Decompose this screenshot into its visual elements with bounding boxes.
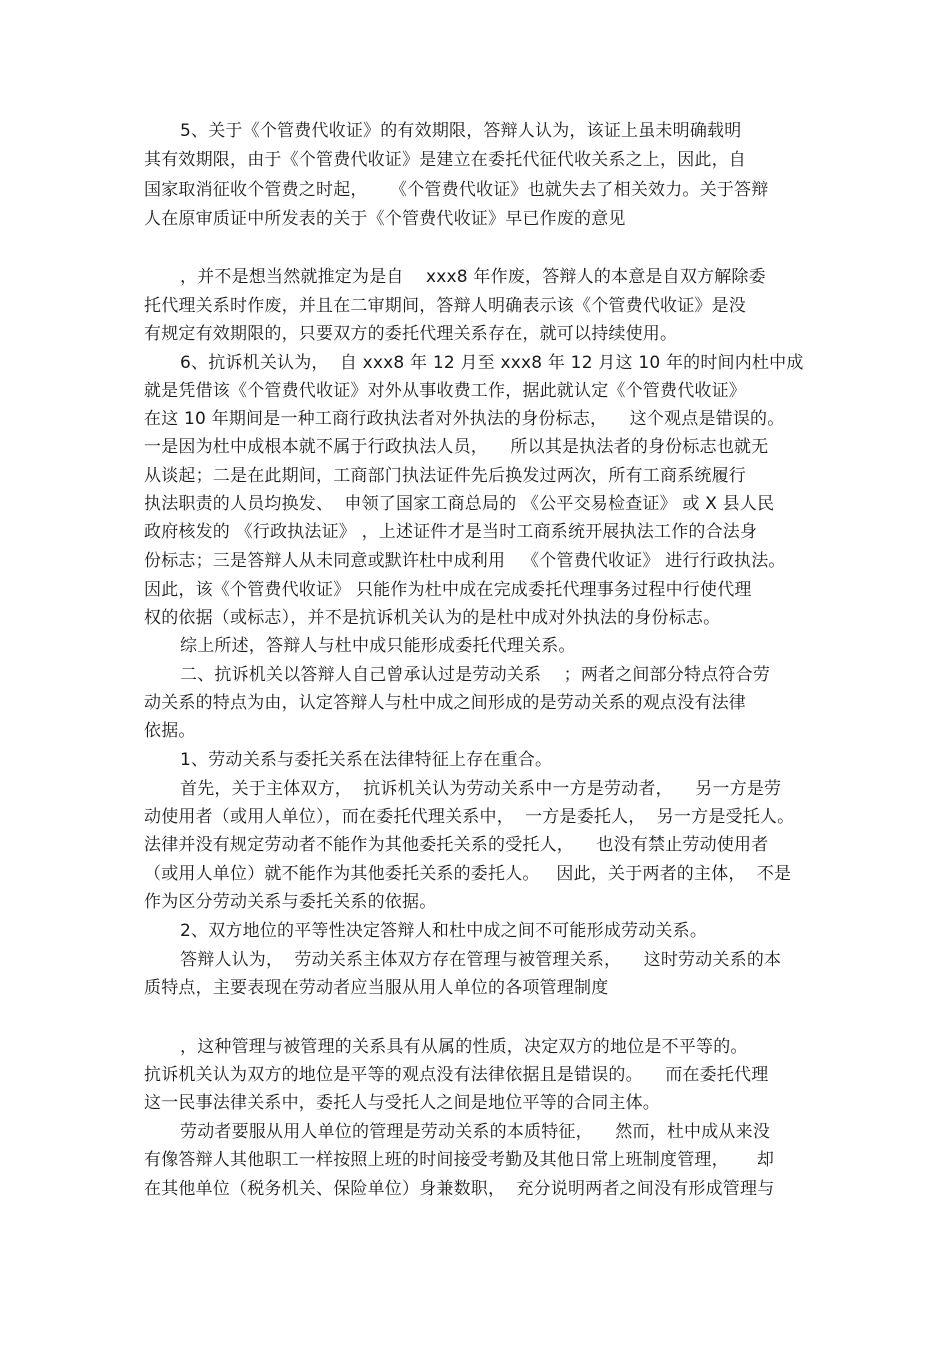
text-line: 国家取消征收个管费之时起， 《个管费代收证》也就失去了相关效力。关于答辩 (144, 180, 769, 200)
text-line: ，并不是想当然就推定为是自 xxx8 年作废，答辩人的本意是自双方解除委 (180, 267, 766, 287)
text-line: 动使用者（或用人单位），而在委托代理关系中， 一方是委托人， 另一方是受托人。 (144, 807, 795, 827)
text-line: 5、关于《个管费代收证》的有效期限，答辩人认为，该证上虽未明确载明 (180, 121, 742, 141)
text-line: 人在原审质证中所发表的关于《个管费代收证》早已作废的意见 (144, 209, 626, 229)
text-line: 一是因为杜中成根本就不属于行政执法人员， 所以其是执法者的身份标志也就无 (144, 437, 769, 457)
text-line: 份标志；三是答辩人从未同意或默许杜中成利用 《个管费代收证》 进行行政执法。 (144, 551, 786, 571)
text-line: 二、抗诉机关以答辩人自己曾承认过是劳动关系 ；两者之间部分特点符合劳 (180, 665, 771, 685)
text-line: 因此，该《个管费代收证》 只能作为杜中成在完成委托代理事务过程中行使代理 (144, 580, 752, 600)
text-line: 执法职责的人员均换发、 申领了国家工商总局的 《公平交易检查证》 或 X 县人民 (144, 494, 775, 514)
text-line: 2、双方地位的平等性决定答辩人和杜中成之间不可能形成劳动关系。 (180, 921, 708, 941)
text-line: 有像答辩人其他职工一样按照上班的时间接受考勤及其他日常上班制度管理， 却 (144, 1150, 775, 1170)
text-line: 劳动者要服从用人单位的管理是劳动关系的本质特征， 然而，杜中成从来没 (180, 1122, 771, 1142)
text-line: 托代理关系时作废，并且在二审期间，答辩人明确表示该《个管费代收证》是没 (144, 296, 746, 316)
text-line: 政府核发的 《行政执法证》 ，上述证件才是当时工商系统开展执法工作的合法身 (144, 522, 758, 542)
text-line: 在其他单位（税务机关、保险单位）身兼数职， 充分说明两者之间没有形成管理与 (144, 1179, 775, 1199)
text-line: 抗诉机关认为双方的地位是平等的观点没有法律依据且是错误的。 而在委托代理 (144, 1065, 769, 1085)
text-line: 作为区分劳动关系与委托关系的依据。 (144, 892, 437, 912)
text-line: 答辩人认为， 劳动关系主体双方存在管理与被管理关系， 这时劳动关系的本 (180, 950, 782, 970)
text-line: ，这种管理与被管理的关系具有从属的性质，决定双方的地位是不平等的。 (180, 1037, 748, 1057)
text-line: 质特点，主要表现在劳动者应当服从用人单位的各项管理制度 (144, 978, 609, 998)
text-line: 动关系的特点为由，认定答辩人与杜中成之间形成的是劳动关系的观点没有法律 (144, 693, 746, 713)
text-line: 其有效期限，由于《个管费代收证》是建立在委托代征代收关系之上，因此，自 (144, 150, 746, 170)
text-line: 6、抗诉机关认为， 自 xxx8 年 12 月至 xxx8 年 12 月这 10 年的时间内杜中成 (180, 353, 804, 373)
text-line: 1、劳动关系与委托关系在法律特征上存在重合。 (180, 750, 553, 770)
text-line: 就是凭借该《个管费代收证》对外从事收费工作，据此就认定《个管费代收证》 (144, 381, 746, 401)
text-line: （或用人单位）就不能作为其他委托关系的委托人。 因此，关于两者的主体， 不是 (144, 864, 792, 884)
text-line: 这一民事法律关系中，委托人与受托人之间是地位平等的合同主体。 (144, 1093, 660, 1113)
text-line: 从谈起；二是在此期间，工商部门执法证件先后换发过两次，所有工商系统履行 (144, 466, 746, 486)
text-line: 综上所述，答辩人与杜中成只能形成委托代理关系。 (180, 636, 576, 656)
text-line: 有规定有效期限的，只要双方的委托代理关系存在，就可以持续使用。 (144, 324, 678, 344)
text-line: 首先，关于主体双方， 抗诉机关认为劳动关系中一方是劳动者， 另一方是劳 (180, 779, 782, 799)
text-line: 法律并没有规定劳动者不能作为其他委托关系的受托人， 也没有禁止劳动使用者 (144, 835, 769, 855)
text-line: 在这 10 年期间是一种工商行政执法者对外执法的身份标志， 这个观点是错误的。 (144, 409, 785, 429)
text-line: 依据。 (144, 721, 196, 741)
text-line: 权的依据（或标志），并不是抗诉机关认为的是杜中成对外执法的身份标志。 (144, 608, 721, 628)
